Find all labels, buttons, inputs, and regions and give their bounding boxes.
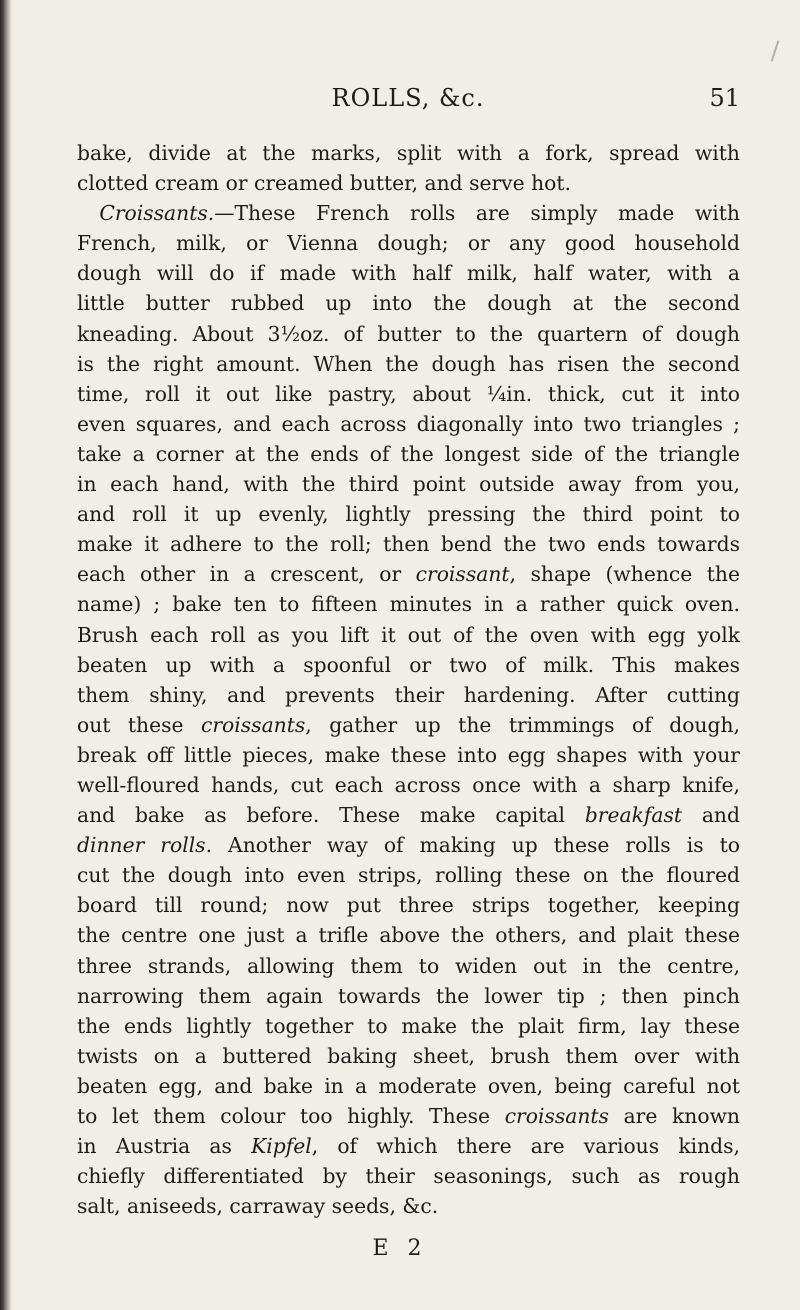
text-line: make it adhere to the roll; then bend the two ends towards bbox=[77, 532, 740, 557]
italic-text: Croissants. bbox=[99, 201, 215, 226]
text-line bbox=[77, 559, 740, 589]
running-title: ROLLS, &c. bbox=[331, 84, 485, 112]
page-header bbox=[76, 84, 740, 120]
text-line: time, roll it out like pastry, about ¼in. thick, cut it into bbox=[77, 381, 740, 406]
text-run: , shape (whence the bbox=[509, 562, 740, 587]
text-line bbox=[77, 198, 740, 228]
pencil-mark bbox=[771, 40, 780, 62]
italic-text: Kipfel bbox=[251, 1134, 312, 1159]
text-run: , of which there are various kinds, bbox=[311, 1134, 740, 1159]
text-line: and roll it up evenly, lightly pressing the third point to bbox=[77, 502, 740, 527]
text-line: even squares, and each across diagonally into two triangles ; bbox=[77, 411, 740, 436]
text-line bbox=[77, 800, 740, 830]
text-run: and bbox=[682, 803, 740, 828]
text-line: board till round; now put three strips together, keeping bbox=[77, 893, 740, 918]
text-line: three strands, allowing them to widen out in the centre, bbox=[77, 953, 740, 978]
text-run: and bake as before. These make capital bbox=[77, 803, 585, 828]
text-line: dough will do if made with half milk, half water, with a bbox=[77, 261, 740, 286]
italic-text: croissants bbox=[504, 1104, 609, 1128]
page-footer bbox=[0, 1236, 800, 1266]
text-line: cut the dough into even strips, rolling these on the floured bbox=[77, 863, 740, 888]
text-run: out these bbox=[77, 712, 201, 737]
text-line bbox=[77, 1101, 740, 1131]
text-line: clotted cream or creamed butter, and serve hot. bbox=[77, 171, 571, 196]
text-line: narrowing them again towards the lower tip ; then pinch bbox=[77, 983, 740, 1008]
text-line: bake, divide at the marks, split with a fork, spread with bbox=[77, 141, 740, 165]
italic-text: breakfast bbox=[584, 803, 683, 828]
text-line bbox=[77, 830, 740, 860]
italic-text: croissant bbox=[415, 562, 510, 587]
text-line: twists on a buttered baking sheet, brush them over with bbox=[77, 1043, 740, 1068]
text-run: . Another way of making up these rolls is to bbox=[205, 833, 740, 858]
text-line: beaten egg, and bake in a moderate oven, being careful not bbox=[77, 1073, 740, 1098]
text-line: break off little pieces, make these into egg shapes with your bbox=[77, 742, 740, 767]
text-run: in Austria as bbox=[77, 1134, 252, 1159]
italic-text: dinner rolls bbox=[77, 833, 206, 858]
text-line: French, milk, or Vienna dough; or any good household bbox=[77, 231, 740, 256]
signature-mark: E 2 bbox=[372, 1236, 428, 1261]
text-line: take a corner at the ends of the longest side of the triangle bbox=[77, 441, 740, 466]
text-line: chiefly differentiated by their seasonings, such as rough bbox=[77, 1164, 740, 1189]
body-text bbox=[77, 138, 740, 1221]
text-run: , gather up the trimmings of dough, bbox=[305, 712, 740, 737]
italic-text: croissants bbox=[201, 712, 306, 737]
page-number: 51 bbox=[709, 84, 740, 112]
text-line: name) ; bake ten to fifteen minutes in a rather quick oven. bbox=[77, 592, 740, 617]
text-run: are known bbox=[608, 1104, 740, 1128]
page-binding-edge bbox=[0, 0, 12, 1310]
text-line bbox=[77, 1131, 740, 1161]
text-line: salt, aniseeds, carraway seeds, &c. bbox=[77, 1194, 439, 1219]
text-line: well-floured hands, cut each across once with a sharp knife, bbox=[77, 772, 740, 797]
text-run: to let them colour too highly. These bbox=[77, 1104, 505, 1128]
text-run: —These French rolls are simply made with bbox=[214, 201, 740, 226]
text-line: is the right amount. When the dough has risen the second bbox=[77, 351, 740, 376]
text-run: each other in a crescent, or bbox=[77, 562, 416, 587]
text-line: kneading. About 3½oz. of butter to the quartern of dough bbox=[77, 321, 740, 346]
text-line: beaten up with a spoonful or two of milk. This makes bbox=[77, 652, 740, 677]
text-line: them shiny, and prevents their hardening. After cutting bbox=[77, 682, 740, 707]
text-line: Brush each roll as you lift it out of the oven with egg yolk bbox=[77, 622, 740, 647]
text-line: the ends lightly together to make the plait firm, lay these bbox=[77, 1013, 740, 1038]
text-line: in each hand, with the third point outside away from you, bbox=[77, 472, 740, 497]
text-line: little butter rubbed up into the dough at the second bbox=[77, 291, 740, 316]
text-line: the centre one just a trifle above the others, and plait these bbox=[77, 923, 740, 948]
text-line bbox=[77, 710, 740, 740]
